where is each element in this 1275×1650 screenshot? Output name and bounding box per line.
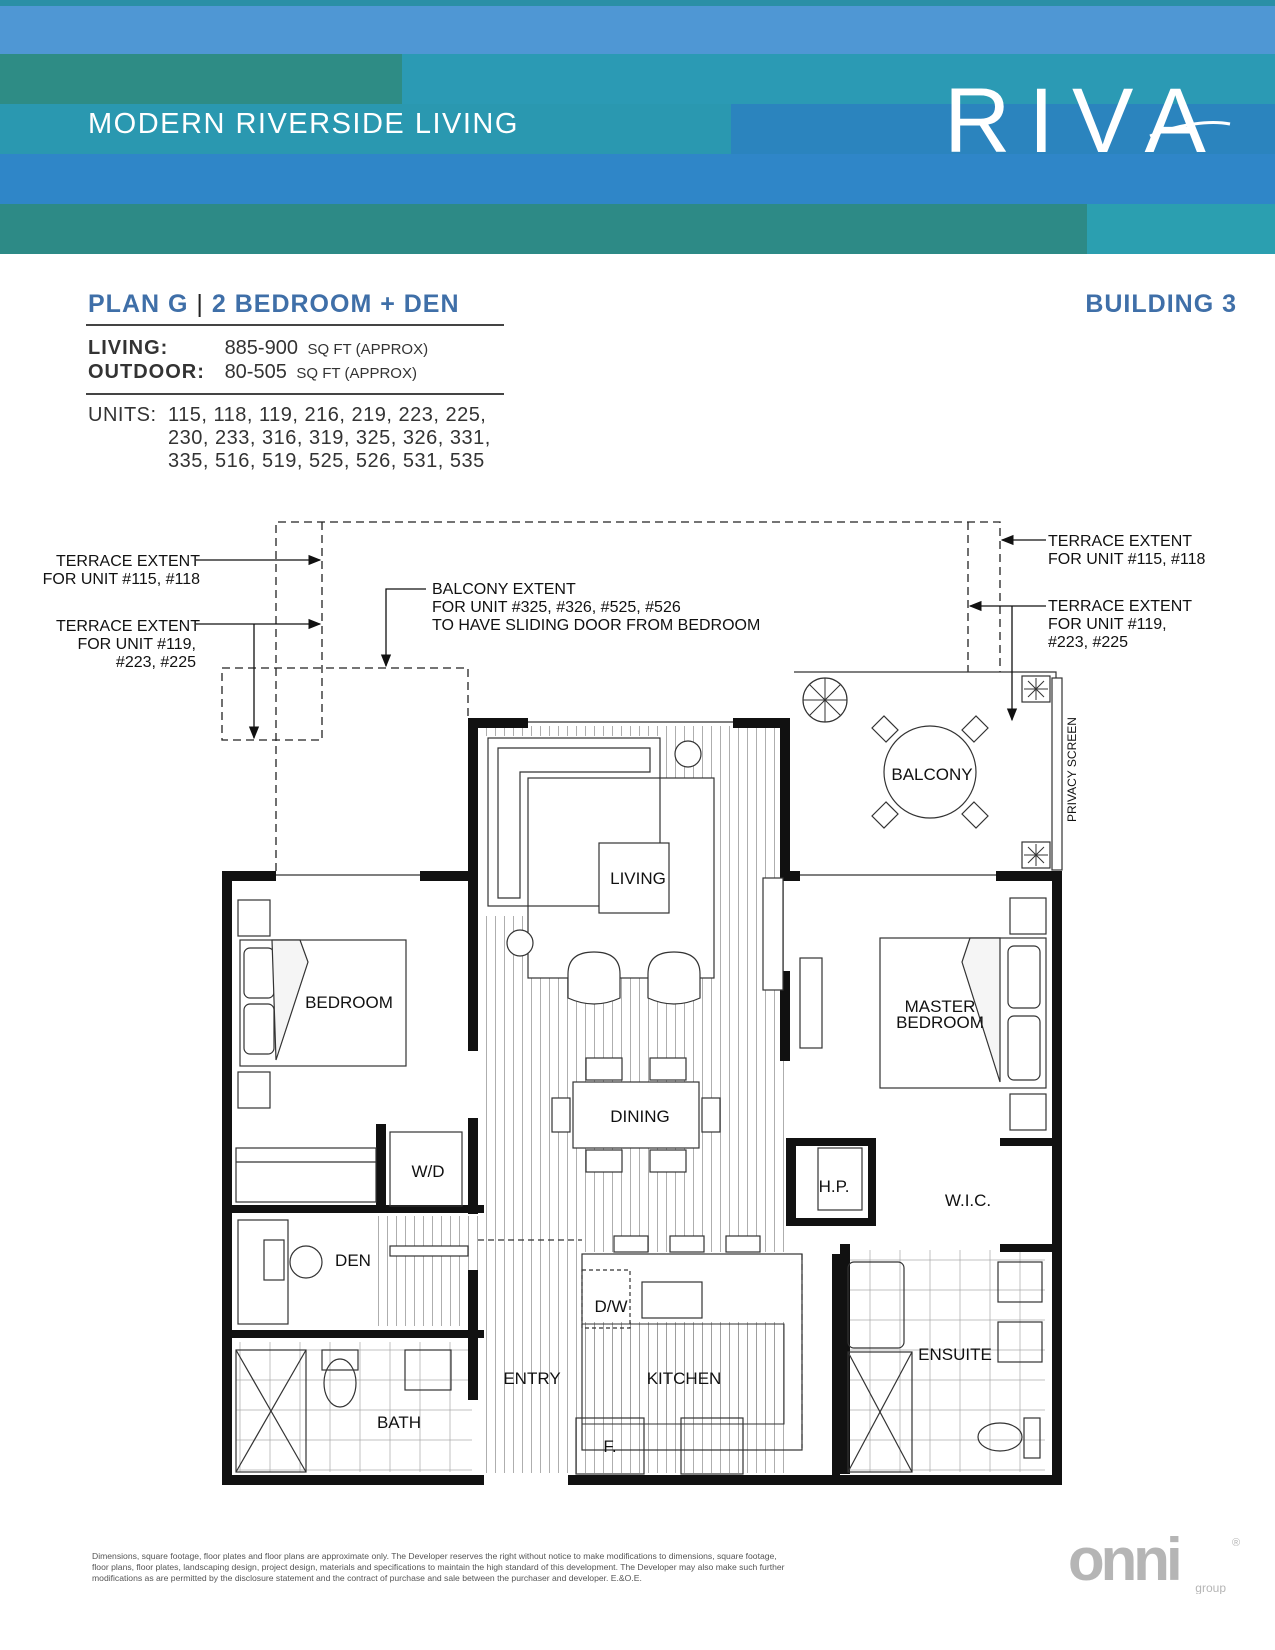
terrace-extent-note: #223, #225: [1048, 634, 1129, 651]
terrace-extent-note: TERRACE EXTENT: [55, 553, 200, 570]
room-label-bedroom: BEDROOM: [305, 993, 393, 1012]
terrace-extent-note: #223, #225: [115, 654, 196, 671]
room-label-hp: H.P.: [818, 1177, 850, 1196]
room-label-master-bedroom: BEDROOM: [896, 1013, 984, 1032]
riva-logo-text: RIVA: [944, 72, 1224, 162]
room-label-kitchen: KITCHEN: [646, 1369, 722, 1388]
room-label-dw: D/W: [594, 1297, 628, 1316]
disclaimer-line: modifications as are permitted by the disclosure statement and the contract of purchase and sale between the purchaser and developer. E.&O.E.: [92, 1573, 642, 1583]
onni-logo: [1068, 1534, 1240, 1594]
room-label-balcony: BALCONY: [891, 765, 973, 784]
room-label-fridge: F.: [603, 1437, 617, 1456]
room-label-ensuite: ENSUITE: [918, 1345, 992, 1364]
living-value: 885-900: [224, 337, 298, 359]
room-label-dining: DINING: [610, 1107, 670, 1126]
onni-logo-text: onni: [1068, 1534, 1179, 1593]
tagline: MODERN RIVERSIDE LIVING: [88, 108, 519, 140]
tv-console: [763, 878, 783, 990]
room-label-bath: BATH: [376, 1413, 422, 1432]
disclaimer: [92, 1551, 1022, 1584]
terrace-extent-note: TERRACE EXTENT: [1048, 598, 1193, 615]
room-label-den: DEN: [335, 1251, 371, 1270]
bath-tile: [236, 1342, 472, 1472]
room-label-entry: ENTRY: [503, 1369, 561, 1388]
privacy-screen-label: PRIVACY SCREEN: [1065, 717, 1079, 822]
terrace-extent-note: TERRACE EXTENT: [55, 618, 200, 635]
disclaimer-line: Dimensions, square footage, floor plates and floor plans are approximate only. The Developer reserves the right without notice to make modifications to dimensions, square footage,: [92, 1551, 777, 1561]
terrace-extent-note: FOR UNIT #119,: [1048, 616, 1167, 633]
units-line: 335, 516, 519, 525, 526, 531, 535: [168, 450, 485, 472]
title-separator: |: [196, 290, 204, 318]
outdoor-unit: SQ FT (APPROX): [296, 365, 417, 382]
room-label-wd: W/D: [411, 1162, 445, 1181]
building-label: BUILDING 3: [1085, 290, 1237, 318]
units-line: 115, 118, 119, 216, 219, 223, 225,: [168, 404, 487, 426]
terrace-extent-note: FOR UNIT #119,: [77, 636, 196, 653]
disclaimer-line: floor plans, floor plates, landscaping design, project design, materials and specifications to maintain the high standard of this development. The Developer may also make such further: [92, 1562, 785, 1572]
onni-logo-sub: group: [1195, 1581, 1226, 1594]
units-line: 230, 233, 316, 319, 325, 326, 331,: [168, 427, 491, 449]
living-unit: SQ FT (APPROX): [307, 341, 429, 358]
balcony-extent-note: TO HAVE SLIDING DOOR FROM BEDROOM: [432, 617, 761, 634]
plan-type: 2 BEDROOM + DEN: [211, 290, 460, 318]
units-label: UNITS:: [88, 404, 157, 426]
plan-label: PLAN G: [88, 290, 189, 318]
balcony-extent-note: BALCONY EXTENT: [432, 581, 576, 598]
terrace-extent-note: TERRACE EXTENT: [1048, 533, 1193, 550]
registered-mark: ®: [1232, 1537, 1240, 1549]
terrace-extent-note: FOR UNIT #115, #118: [42, 571, 200, 588]
room-label-master-bedroom: MASTER: [904, 997, 976, 1016]
outdoor-value: 80-505: [224, 361, 287, 383]
terrace-extent-note: FOR UNIT #115, #118: [1048, 551, 1206, 568]
room-label-living: LIVING: [610, 869, 666, 888]
balcony-extent-note: FOR UNIT #325, #326, #525, #526: [432, 599, 681, 616]
living-label: LIVING:: [88, 337, 169, 359]
outdoor-label: OUTDOOR:: [88, 361, 205, 383]
room-label-wic: W.I.C.: [944, 1191, 992, 1210]
